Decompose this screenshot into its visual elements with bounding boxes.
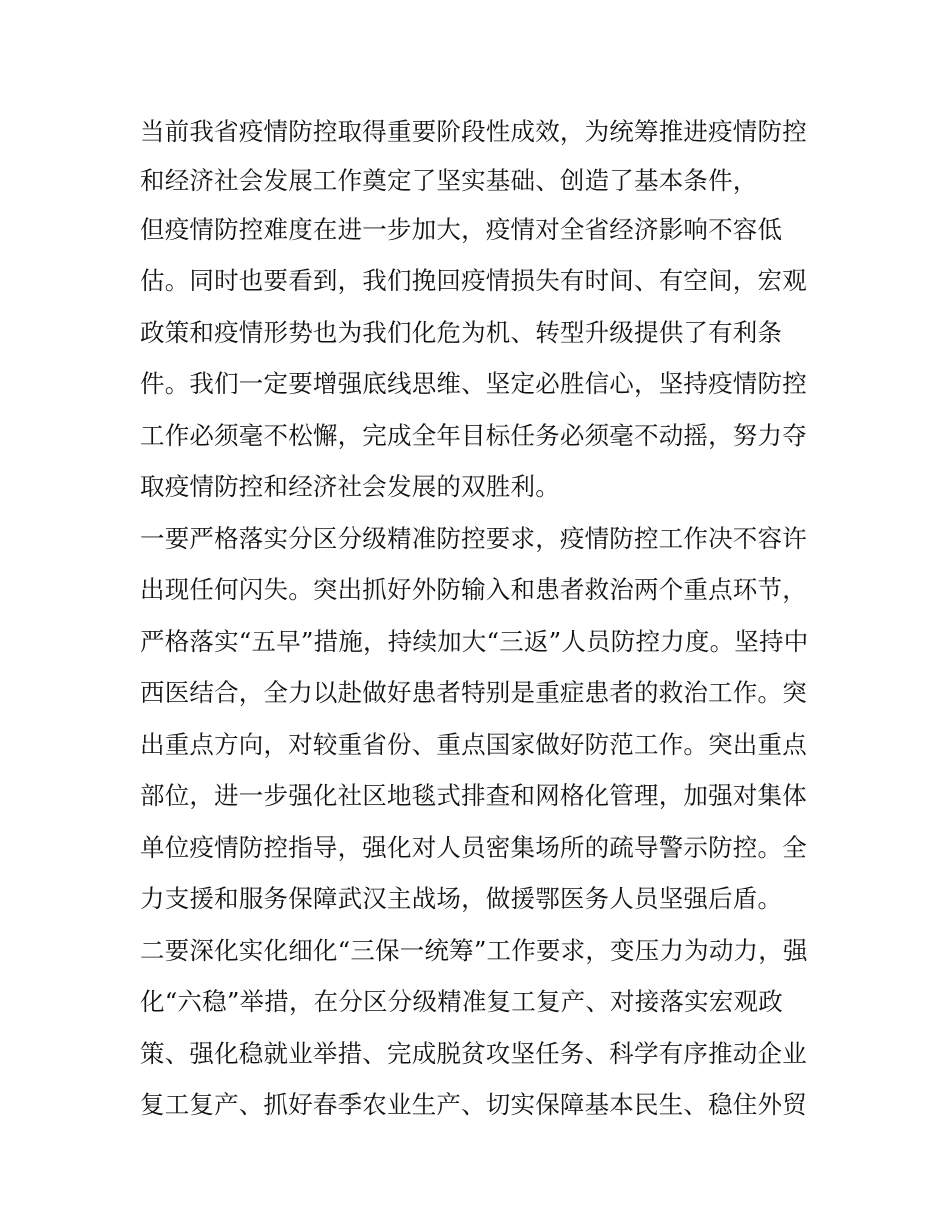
text-line: 策、强化稳就业举措、完成脱贫攻坚任务、科学有序推动企业 <box>140 1038 807 1068</box>
text-line: 严格落实“五早”措施，持续加大“三返”人员防控力度。坚持中 <box>140 626 809 656</box>
text-line: 政策和疫情形势也为我们化危为机、转型升级提供了有利条 <box>140 317 783 347</box>
text-line: 当前我省疫情防控取得重要阶段性成效，为统筹推进疫情防控 <box>140 117 807 146</box>
text-line: 出现任何闪失。突出抓好外防输入和患者救治两个重点环节， <box>140 575 807 604</box>
text-line: 和经济社会发展工作奠定了坚实基础、创造了基本条件， <box>140 165 758 195</box>
text-line: 力支援和服务保障武汉主战场，做援鄂医务人员坚强后盾。 <box>140 884 783 913</box>
text-line: 单位疫情防控指导，强化对人员密集场所的疏导警示防控。全 <box>140 832 807 862</box>
text-line: 取疫情防控和经济社会发展的双胜利。 <box>140 472 560 501</box>
text-line: 估。同时也要看到，我们挽回疫情损失有时间、有空间，宏观 <box>140 266 807 295</box>
text-line: 工作必须毫不松懈，完成全年目标任务必须毫不动摇，努力夺 <box>140 420 807 450</box>
text-line: 西医结合，全力以赴做好患者特别是重症患者的救治工作。突 <box>140 678 807 707</box>
text-line: 复工复产、抓好春季农业生产、切实保障基本民生、稳住外贸 <box>140 1090 807 1119</box>
text-line: 出重点方向，对较重省份、重点国家做好防范工作。突出重点 <box>140 729 807 759</box>
text-line: 部位，进一步强化社区地毯式排查和网格化管理，加强对集体 <box>140 781 807 810</box>
text-line: 化“六稳”举措，在分区分级精准复工复产、对接落实宏观政 <box>140 987 783 1016</box>
document-body <box>140 106 820 1131</box>
text-line: 件。我们一定要增强底线思维、坚定必胜信心，坚持疫情防控 <box>140 369 807 398</box>
text-line: 一要严格落实分区分级精准防控要求，疫情防控工作决不容许 <box>140 523 807 553</box>
text-line: 但疫情防控难度在进一步加大，疫情对全省经济影响不容低 <box>140 214 783 244</box>
text-line: 二要深化实化细化“三保一统筹”工作要求，变压力为动力，强 <box>140 935 808 965</box>
